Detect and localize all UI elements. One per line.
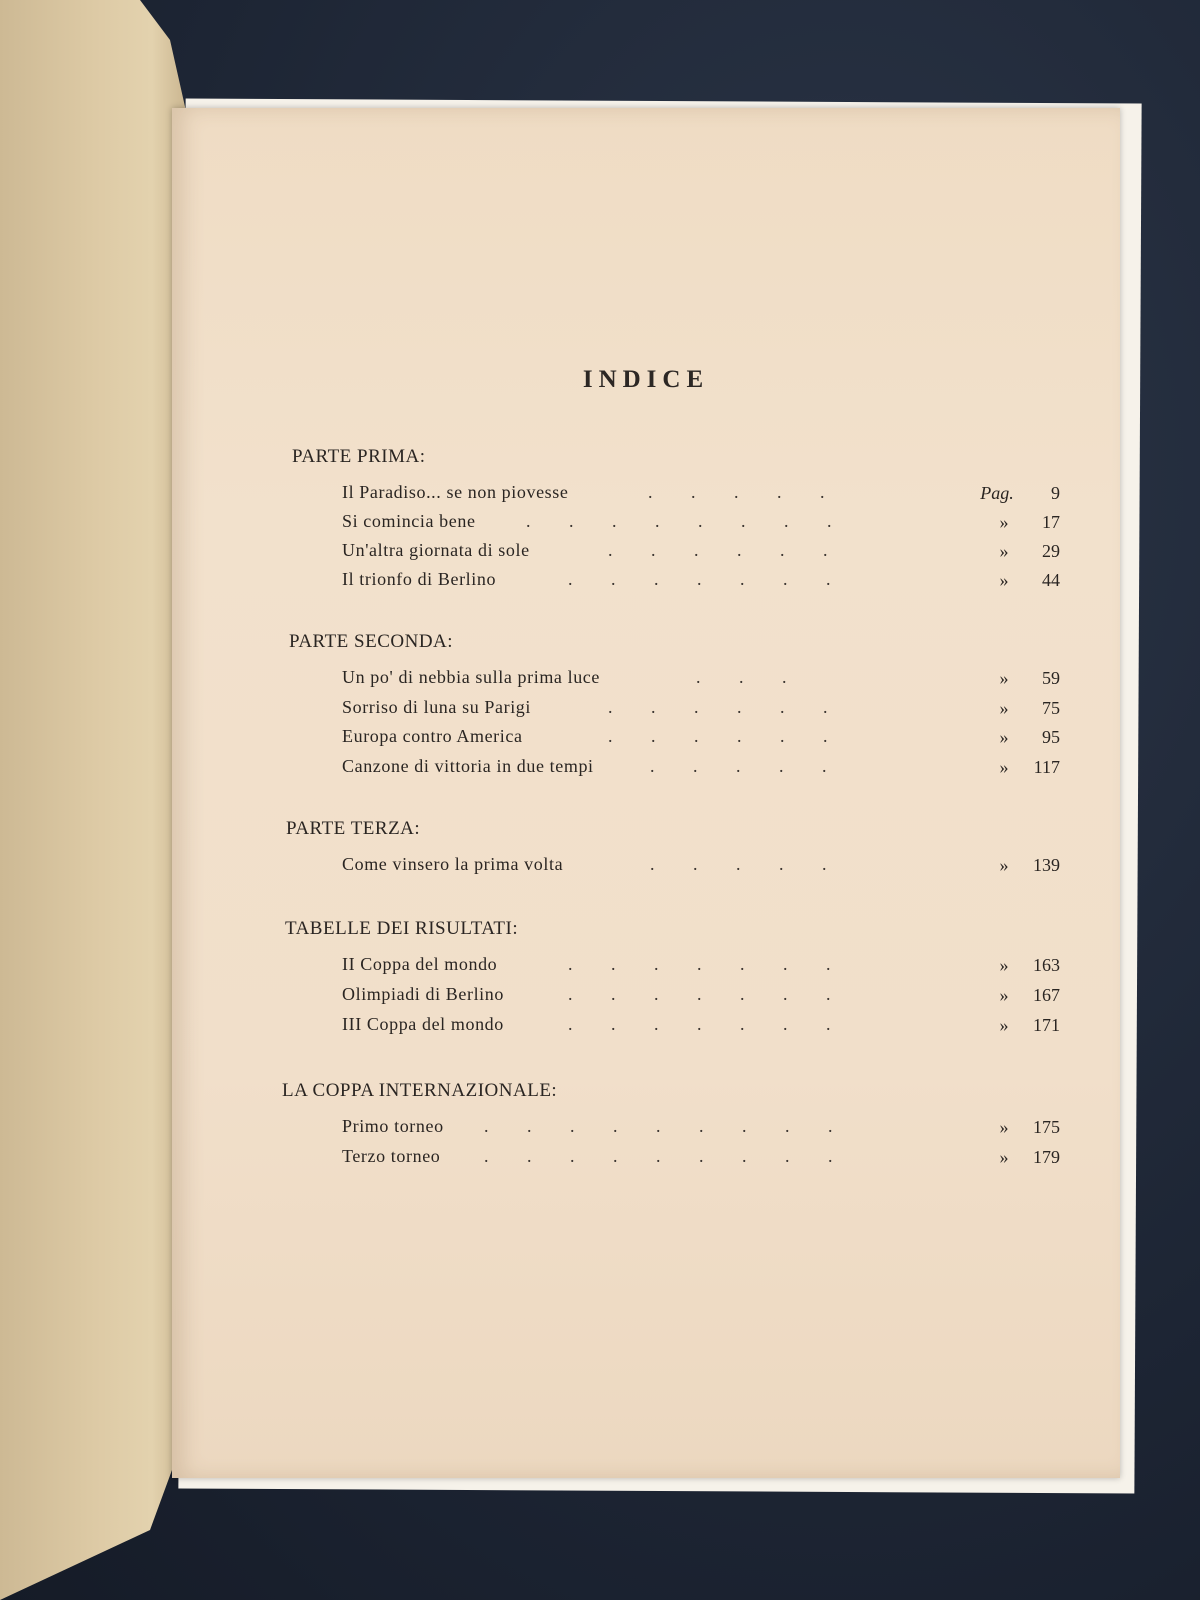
page-number: 179 bbox=[1033, 1147, 1060, 1167]
ditto-mark: » bbox=[999, 757, 1009, 777]
leader-dots: . . . . . . bbox=[608, 540, 845, 560]
leader-dots: . . . . . bbox=[650, 854, 844, 874]
ditto-mark: » bbox=[999, 668, 1009, 688]
entry-title: Il trionfo di Berlino bbox=[342, 569, 497, 589]
entry-title: Europa contro America bbox=[342, 726, 523, 746]
page-number: 9 bbox=[1051, 483, 1060, 503]
toc-entry bbox=[342, 1146, 1060, 1172]
toc-entry bbox=[342, 1014, 1060, 1040]
leader-dots: . . . bbox=[696, 667, 804, 687]
toc-entry bbox=[342, 954, 1060, 980]
page-number: 175 bbox=[1033, 1117, 1060, 1137]
toc-entry bbox=[342, 1116, 1060, 1142]
section-heading: PARTE PRIMA: bbox=[292, 446, 426, 467]
entry-title: Un'altra giornata di sole bbox=[342, 540, 530, 560]
page-number: 29 bbox=[1042, 541, 1060, 561]
page-title: INDICE bbox=[582, 366, 710, 393]
toc-entry bbox=[342, 482, 1060, 508]
toc-entry bbox=[342, 756, 1060, 782]
toc-entry bbox=[342, 569, 1060, 595]
page-number: 117 bbox=[1033, 757, 1060, 777]
section-heading: PARTE SECONDA: bbox=[289, 631, 454, 652]
page-abbrev: Pag. bbox=[980, 483, 1014, 503]
ditto-mark: » bbox=[999, 570, 1009, 590]
page-number: 171 bbox=[1033, 1015, 1060, 1035]
page-number: 59 bbox=[1042, 668, 1060, 688]
entry-title: Un po' di nebbia sulla prima luce bbox=[342, 667, 600, 687]
ditto-mark: » bbox=[999, 985, 1009, 1005]
toc-entry bbox=[342, 511, 1060, 537]
leader-dots: . . . . . . . bbox=[568, 984, 848, 1004]
toc-entry bbox=[342, 540, 1060, 566]
entry-title: Primo torneo bbox=[342, 1116, 444, 1136]
ditto-mark: » bbox=[999, 1015, 1009, 1035]
entry-title: II Coppa del mondo bbox=[342, 954, 498, 974]
leader-dots: . . . . . bbox=[648, 482, 842, 502]
page-number: 75 bbox=[1042, 698, 1060, 718]
ditto-mark: » bbox=[999, 727, 1009, 747]
entry-title: Sorriso di luna su Parigi bbox=[342, 697, 531, 717]
entry-title: Terzo torneo bbox=[342, 1146, 441, 1166]
leader-dots: . . . . . . . . bbox=[526, 511, 849, 531]
section-heading: TABELLE DEI RISULTATI: bbox=[285, 918, 519, 939]
leader-dots: . . . . . . . bbox=[568, 954, 848, 974]
page-number: 95 bbox=[1042, 727, 1060, 747]
ditto-mark: » bbox=[999, 512, 1009, 532]
leader-dots: . . . . . . . bbox=[568, 1014, 848, 1034]
leader-dots: . . . . . bbox=[650, 756, 844, 776]
toc-entry bbox=[342, 726, 1060, 752]
toc-entry bbox=[342, 697, 1060, 723]
section-heading: PARTE TERZA: bbox=[286, 818, 421, 839]
toc-entry bbox=[342, 984, 1060, 1010]
entry-title: Olimpiadi di Berlino bbox=[342, 984, 504, 1004]
toc-entry bbox=[342, 667, 1060, 693]
ditto-mark: » bbox=[999, 855, 1009, 875]
section-heading: LA COPPA INTERNAZIONALE: bbox=[282, 1080, 558, 1101]
ditto-mark: » bbox=[999, 1147, 1009, 1167]
page-number: 17 bbox=[1042, 512, 1060, 532]
leader-dots: . . . . . . bbox=[608, 726, 845, 746]
entry-title: Il Paradiso... se non piovesse bbox=[342, 482, 569, 502]
ditto-mark: » bbox=[999, 541, 1009, 561]
leader-dots: . . . . . . . . . bbox=[484, 1146, 850, 1166]
leader-dots: . . . . . . . bbox=[568, 569, 848, 589]
left-facing-page bbox=[0, 0, 190, 1600]
page-number: 163 bbox=[1033, 955, 1060, 975]
leader-dots: . . . . . . bbox=[608, 697, 845, 717]
page-number: 139 bbox=[1033, 855, 1060, 875]
page-number: 167 bbox=[1033, 985, 1060, 1005]
index-page bbox=[172, 108, 1120, 1478]
toc-entry bbox=[342, 854, 1060, 880]
entry-title: III Coppa del mondo bbox=[342, 1014, 504, 1034]
entry-title: Come vinsero la prima volta bbox=[342, 854, 564, 874]
ditto-mark: » bbox=[999, 698, 1009, 718]
entry-title: Si comincia bene bbox=[342, 511, 476, 531]
ditto-mark: » bbox=[999, 955, 1009, 975]
ditto-mark: » bbox=[999, 1117, 1009, 1137]
leader-dots: . . . . . . . . . bbox=[484, 1116, 850, 1136]
entry-title: Canzone di vittoria in due tempi bbox=[342, 756, 594, 776]
page-number: 44 bbox=[1042, 570, 1060, 590]
